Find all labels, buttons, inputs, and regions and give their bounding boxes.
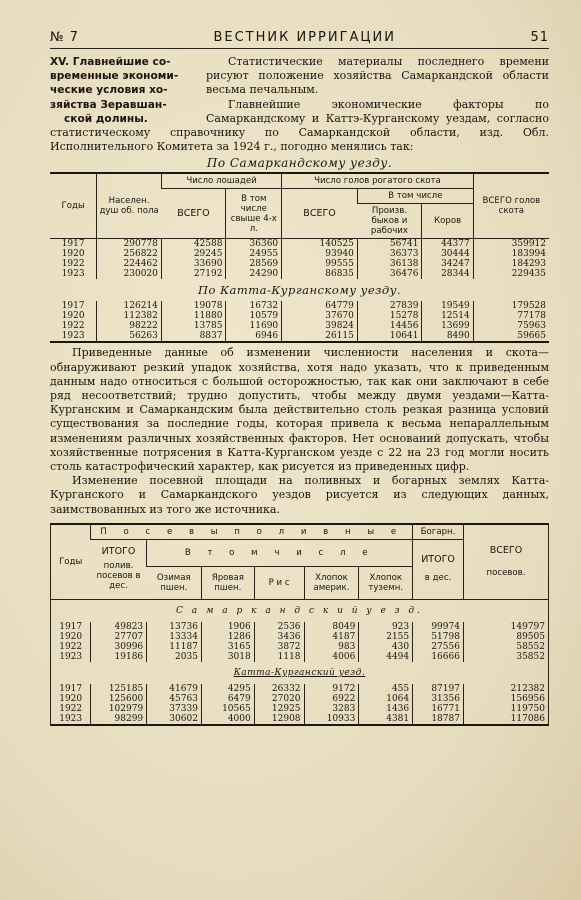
table-row: [51, 684, 548, 694]
year-cell: 1920: [61, 311, 85, 322]
value-cell: 30444: [422, 249, 473, 259]
value-cell: 455: [359, 684, 413, 694]
value-cell: 98222: [97, 321, 162, 331]
value-cell: 36373: [357, 249, 422, 259]
table2-body-samarkand: [51, 622, 548, 662]
col-bulls: Произв. быков и рабочих: [357, 204, 422, 239]
col-cattle: Число голов рогатого скота: [282, 173, 474, 189]
col-cattle-incl: В том числе: [357, 189, 473, 204]
col2-bogar-itogo: [413, 539, 464, 599]
value-cell: 102979: [91, 704, 147, 714]
col2-irrigated: П о с е в ы п о л и в н ы е: [91, 525, 413, 540]
value-cell: 26332: [254, 684, 304, 694]
value-cell: 2155: [359, 632, 413, 642]
value-cell: 12908: [254, 714, 304, 724]
value-cell: 28344: [422, 269, 473, 279]
value-cell: 59665: [473, 331, 549, 342]
col-horses-total: ВСЕГО: [161, 189, 226, 239]
col-horses: Число лошадей: [161, 173, 281, 189]
table1-caption: По Самаркандскому уезду.: [206, 156, 393, 171]
year-cell: 1917: [59, 683, 83, 694]
value-cell: 13736: [147, 622, 202, 632]
value-cell: 125600: [91, 694, 147, 704]
year-cell: 1920: [59, 693, 83, 704]
value-cell: 230020: [97, 269, 162, 279]
table-row: [51, 694, 548, 704]
value-cell: 75963: [473, 321, 549, 331]
value-cell: 224462: [97, 259, 162, 269]
value-cell: 140525: [282, 239, 358, 250]
value-cell: 6922: [304, 694, 359, 704]
value-cell: 27020: [254, 694, 304, 704]
value-cell: 36138: [357, 259, 422, 269]
table-row: [50, 239, 549, 250]
value-cell: 3165: [201, 642, 254, 652]
value-cell: 119750: [463, 704, 548, 714]
value-cell: 87197: [413, 684, 464, 694]
value-cell: 27839: [357, 301, 422, 311]
value-cell: 11690: [226, 321, 282, 331]
table-row: [51, 622, 548, 632]
value-cell: 229435: [473, 269, 549, 279]
year-cell: 1922: [61, 321, 85, 332]
value-cell: 112382: [97, 311, 162, 321]
value-cell: 923: [359, 622, 413, 632]
col2-years: Годы: [51, 525, 91, 600]
table-row: [51, 714, 548, 724]
value-cell: 45763: [147, 694, 202, 704]
value-cell: 18787: [413, 714, 464, 724]
value-cell: 36360: [226, 239, 282, 250]
col-cows: Коров: [422, 204, 473, 239]
value-cell: 14456: [357, 321, 422, 331]
value-cell: 184293: [473, 259, 549, 269]
col-horses-over4: В том числе свыше 4-х л.: [226, 189, 282, 239]
value-cell: 1064: [359, 694, 413, 704]
value-cell: 3283: [304, 704, 359, 714]
value-cell: 49823: [91, 622, 147, 632]
value-cell: 29245: [161, 249, 226, 259]
value-cell: 93940: [282, 249, 358, 259]
col2-spring-wheat: Яровая пшен.: [201, 566, 254, 599]
year-cell: 1920: [61, 249, 85, 260]
value-cell: 11187: [147, 642, 202, 652]
col2-bogar-unit: в дес.: [424, 573, 452, 584]
value-cell: 212382: [463, 684, 548, 694]
section-xv: [50, 55, 549, 154]
value-cell: 16666: [413, 652, 464, 662]
value-cell: 51798: [413, 632, 464, 642]
table-row: [50, 331, 549, 342]
table-row: [50, 249, 549, 259]
value-cell: 24955: [226, 249, 282, 259]
value-cell: 99555: [282, 259, 358, 269]
table1-body-samarkand: [50, 239, 549, 280]
col2-rice: Р и с: [254, 566, 304, 599]
table1-sub2: По Катта-Курганскому уезду.: [197, 283, 402, 298]
col2-cotton-american: Хлопок америк.: [304, 566, 359, 599]
value-cell: 8490: [422, 331, 473, 342]
year-cell: 1917: [61, 301, 85, 312]
value-cell: 24290: [226, 269, 282, 279]
value-cell: 156956: [463, 694, 548, 704]
value-cell: 359912: [473, 239, 549, 250]
value-cell: 10641: [357, 331, 422, 342]
value-cell: 27192: [161, 269, 226, 279]
value-cell: 4381: [359, 714, 413, 724]
value-cell: 10565: [201, 704, 254, 714]
value-cell: 6479: [201, 694, 254, 704]
paragraph-1: Статистические материалы последнего времени рисуют положение хозяйства Самаркандской области весьма печальным.: [206, 55, 549, 97]
col2-itogo-sub: полив. посевов в дес.: [96, 561, 141, 592]
year-cell: 1917: [59, 621, 83, 632]
table-row: [50, 311, 549, 321]
value-cell: 15278: [357, 311, 422, 321]
col2-total-sub: посевов.: [486, 567, 526, 578]
value-cell: 30602: [147, 714, 202, 724]
heading-line: зяйства Зеравшан-: [50, 98, 167, 111]
table1-subheading: [50, 279, 549, 301]
heading-line: ческие условия хо-: [50, 84, 168, 97]
page-number: 51: [530, 30, 549, 45]
col-all-livestock: ВСЕГО голов скота: [473, 173, 549, 239]
value-cell: 27556: [413, 642, 464, 652]
heading-line: ской долины.: [64, 112, 148, 125]
table2-subheading-1: [51, 599, 548, 622]
value-cell: 290778: [97, 239, 162, 250]
value-cell: 4187: [304, 632, 359, 642]
heading-line: XV. Главнейшие со-: [50, 56, 171, 68]
value-cell: 19186: [91, 652, 147, 662]
value-cell: 28569: [226, 259, 282, 269]
running-header: [50, 30, 549, 49]
value-cell: 19078: [161, 301, 226, 311]
sowing-table-frame: [50, 523, 549, 726]
sowing-table: [51, 525, 548, 724]
col2-total-label: ВСЕГО: [489, 544, 523, 556]
value-cell: 12514: [422, 311, 473, 321]
value-cell: 10579: [226, 311, 282, 321]
value-cell: 126214: [97, 301, 162, 311]
col2-cotton-local: Хлопок туземн.: [359, 566, 413, 599]
value-cell: 430: [359, 642, 413, 652]
value-cell: 9172: [304, 684, 359, 694]
year-cell: 1923: [59, 651, 83, 662]
value-cell: 44377: [422, 239, 473, 250]
table2-body-kattakurgan: [51, 684, 548, 724]
value-cell: 42588: [161, 239, 226, 250]
col2-itogo-label: ИТОГО: [101, 546, 136, 558]
value-cell: 16732: [226, 301, 282, 311]
value-cell: 183994: [473, 249, 549, 259]
value-cell: 26115: [282, 331, 358, 342]
value-cell: 30996: [91, 642, 147, 652]
value-cell: 3018: [201, 652, 254, 662]
table2-sub1: С а м а р к а н д с к и й у е з д.: [175, 605, 423, 616]
value-cell: 11880: [161, 311, 226, 321]
table-row: [50, 301, 549, 311]
year-cell: 1922: [59, 641, 83, 652]
value-cell: 6946: [226, 331, 282, 342]
table-row: [51, 642, 548, 652]
paragraph-3: Приведенные данные об изменении численности населения и скота— обнаруживают резкий упадок хозяйства, хотя надо указать, что к приведенным данным надо относиться с большой осторожностью, так как они заключают в себе ряд несоответствий; трудно допустить, чтобы между двумя уездами—Катта-Курганским и Самаркандским была действительно столь резкая разница условий существования за последние годы, которая привела к весьма непараллельным изменениям различных хозяйственных факторов. Нет оснований допускать, чтобы хозяйственные потрясения в Катта-Курганском уезде с 22 на 23 год могли носить столь катастрофический характер, как рисуется из приведенных цифр.: [50, 346, 549, 474]
value-cell: 125185: [91, 684, 147, 694]
value-cell: 8049: [304, 622, 359, 632]
year-cell: 1923: [59, 713, 83, 724]
value-cell: 37670: [282, 311, 358, 321]
paragraph-4: Изменение посевной площади на поливных и богарных землях Катта-Курганского и Самаркандского уездов рисуется из следующих данных, заимствованных из того же источника.: [50, 474, 549, 516]
col2-incl: В т о м ч и с л е: [147, 539, 413, 566]
value-cell: 77178: [473, 311, 549, 321]
value-cell: 31356: [413, 694, 464, 704]
col-population: Населен. душ об. пола: [97, 173, 162, 239]
livestock-table: [50, 172, 549, 343]
table-row: [50, 259, 549, 269]
col2-winter-wheat: Озимая пшен.: [147, 566, 202, 599]
value-cell: 256822: [97, 249, 162, 259]
col2-itogo: [91, 539, 147, 599]
value-cell: 3872: [254, 642, 304, 652]
value-cell: 13334: [147, 632, 202, 642]
value-cell: 117086: [463, 714, 548, 724]
value-cell: 1118: [254, 652, 304, 662]
value-cell: 4000: [201, 714, 254, 724]
value-cell: 2035: [147, 652, 202, 662]
value-cell: 36476: [357, 269, 422, 279]
table-row: [51, 632, 548, 642]
col2-bogar-itogo-label: ИТОГО: [421, 554, 455, 566]
value-cell: 27707: [91, 632, 147, 642]
value-cell: 3436: [254, 632, 304, 642]
value-cell: 4006: [304, 652, 359, 662]
value-cell: 35852: [463, 652, 548, 662]
value-cell: 16771: [413, 704, 464, 714]
year-cell: 1923: [61, 269, 85, 280]
value-cell: 12925: [254, 704, 304, 714]
table-row: [51, 704, 548, 714]
table1-body-kattakurgan: [50, 301, 549, 342]
year-cell: 1920: [59, 631, 83, 642]
issue-number: № 7: [50, 30, 79, 45]
paragraph-2: Главнейшие экономические факторы по Самаркандскому и Каттэ-Курганскому уездам, согласно статистическому справочнику по Самаркандской области, изд. Обл. Исполнительного Комитета за 1924 г., погодно менялись так:: [50, 97, 549, 154]
value-cell: 149797: [463, 622, 548, 632]
year-cell: 1917: [61, 239, 85, 250]
value-cell: 8837: [161, 331, 226, 342]
col2-bogar: Богарн.: [413, 525, 464, 540]
heading-line: временные экономи-: [50, 70, 179, 83]
table2-subheading-2: [51, 662, 548, 684]
year-cell: 1922: [59, 703, 83, 714]
table-row: [50, 269, 549, 279]
value-cell: 1906: [201, 622, 254, 632]
value-cell: 39824: [282, 321, 358, 331]
value-cell: 33690: [161, 259, 226, 269]
table-row: [51, 652, 548, 662]
value-cell: 983: [304, 642, 359, 652]
col-cattle-total: ВСЕГО: [282, 189, 358, 239]
value-cell: 99974: [413, 622, 464, 632]
value-cell: 19549: [422, 301, 473, 311]
value-cell: 179528: [473, 301, 549, 311]
year-cell: 1922: [61, 259, 85, 270]
col2-total: [463, 525, 548, 600]
col-years: Годы: [50, 173, 97, 239]
value-cell: 13785: [161, 321, 226, 331]
table-row: [50, 321, 549, 331]
journal-title: ВЕСТНИК ИРРИГАЦИИ: [213, 30, 396, 45]
table2-sub2: Катта-Курганский уезд.: [233, 667, 366, 678]
value-cell: 58552: [463, 642, 548, 652]
value-cell: 4295: [201, 684, 254, 694]
value-cell: 89505: [463, 632, 548, 642]
value-cell: 34247: [422, 259, 473, 269]
value-cell: 56741: [357, 239, 422, 250]
value-cell: 1436: [359, 704, 413, 714]
value-cell: 2536: [254, 622, 304, 632]
value-cell: 1286: [201, 632, 254, 642]
value-cell: 37339: [147, 704, 202, 714]
value-cell: 41679: [147, 684, 202, 694]
section-heading: [50, 55, 200, 126]
value-cell: 56263: [97, 331, 162, 342]
value-cell: 13699: [422, 321, 473, 331]
value-cell: 86835: [282, 269, 358, 279]
year-cell: 1923: [61, 331, 85, 342]
value-cell: 64779: [282, 301, 358, 311]
value-cell: 98299: [91, 714, 147, 724]
value-cell: 4494: [359, 652, 413, 662]
value-cell: 10933: [304, 714, 359, 724]
